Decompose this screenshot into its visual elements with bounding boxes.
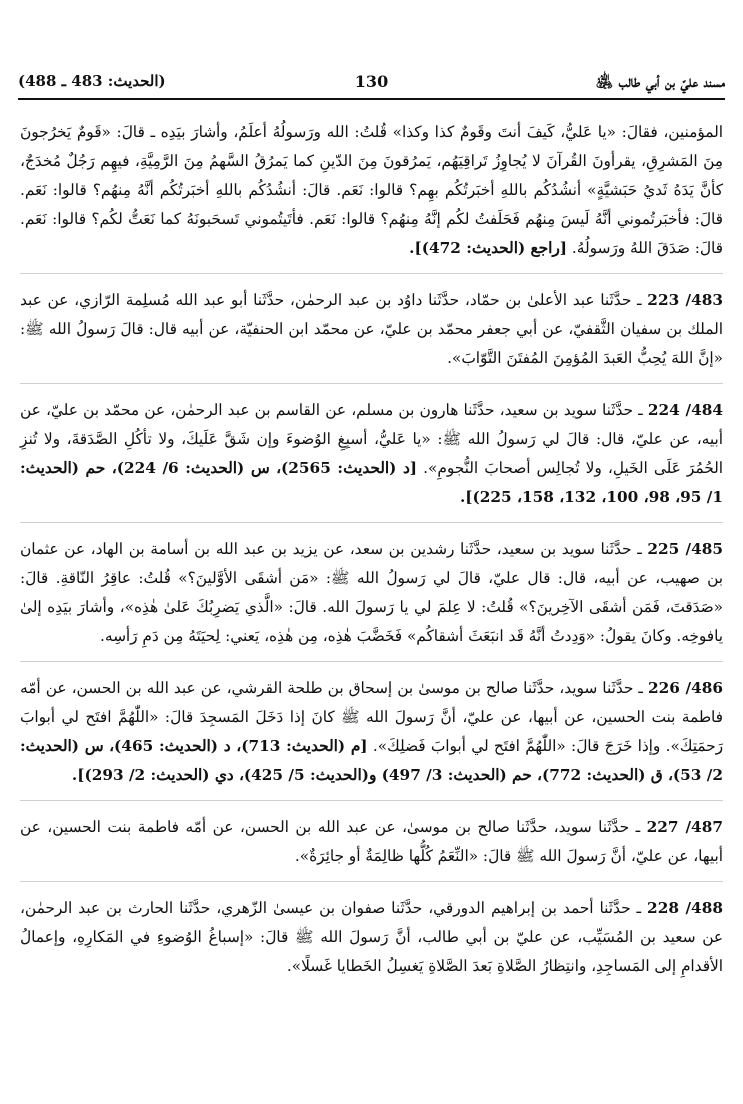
hadith-number: 484/ 224 xyxy=(647,401,723,419)
hadith-number: 483/ 223 xyxy=(647,291,723,309)
hadith-block xyxy=(20,286,723,373)
hadith-range: (الحديث: 483 ـ 488) xyxy=(18,72,166,90)
hadith-reference: [راجع (الحديث: 472)]. xyxy=(409,239,568,257)
separator xyxy=(20,661,723,662)
hadith-text: ـ حدَّثَنا سويد بن سعيد، حدَّثَنا هارون بن مسلم، عن القاسم بن عبد الرحمٰن، عن محمّد بن عليّ، عن أبيه، عن عليّ، قال: قالَ لي رَسولُ الله ﷺ: «يا عَليُّ، أسبِغِ الوُضوءَ وإن شَقَّ عَلَيكَ، ولا تأكُلِ الصَّدَقةَ، ولا تُنزِ الحُمُرَ عَلَى الخَيلِ، ولا تُجالِس أصحابَ النُّجومِ». xyxy=(20,401,723,477)
hadith-number: 485/ 225 xyxy=(647,540,724,558)
hadith-number: 488/ 228 xyxy=(647,899,723,917)
hadith-number: 487/ 227 xyxy=(646,818,723,836)
hadith-block xyxy=(20,813,723,871)
separator xyxy=(20,800,723,801)
hadith-block xyxy=(20,894,723,981)
page-number: 130 xyxy=(354,72,389,91)
hadith-text: ـ حدَّثَنا سويد بن سعيد، حدَّثَنا رشدين بن سعد، عن يزيد بن عبد الله بن أسامة بن الهاد، عن عثمان بن صهيب، عن أبيه، قال: قال عليّ، قالَ لي رَسولُ الله ﷺ: «مَن أشقَى الأوَّلينَ؟» قُلتُ: عاقِرُ النّاقةِ. قالَ: «صَدَقتَ، فَمَن أشقَى الآخِرينَ؟» قُلتُ: لا عِلمَ لي يا رَسولَ الله. قالَ: «الَّذي يَضرِبُكَ عَلىٰ هٰذِه»، وأشارَ بيَدِه إلىٰ يافوخِه. وكانَ يقولُ: «وَدِدتُ أنَّهُ قَد انبَعَثَ أشقاكُم» فَخَضَّبَ هٰذِه، مِن هٰذِه، يَعني: لِحيَتَهُ مِن دَمِ رَأسِه. xyxy=(20,540,723,645)
hadith-text: ـ حدَّثَنا أحمد بن إبراهيم الدورقي، حدَّثَنا صفوان بن عيسىٰ الزّهري، حدَّثَنا الحارث بن عبد الرحمٰن، عن سعيد بن المُسَيِّب، عن عليّ بن أبي طالب، أنَّ رَسولَ الله ﷺ قالَ: «إسباغُ الوُضوءِ في المَكارِهِ، وإعمالُ الأقدامِ إلى المَساجِدِ، وانتِظارُ الصَّلاةِ بَعدَ الصَّلاةِ يَغسِلُ الخَطايا غَسلًا». xyxy=(20,899,723,975)
hadith-reference: [د (الحديث: 2565)، س (الحديث: 6/ 224)، حم (الحديث: 1/ 95، 98، 100، 132، 158، 225)]. xyxy=(20,459,723,506)
page-body xyxy=(20,118,723,981)
hadith-block xyxy=(20,118,723,263)
hadith-text: ـ حدَّثَنا سويد، حدَّثَنا صالح بن موسىٰ، عن عبد الله بن الحسن، عن أمّه فاطمة بنت الحسين، عن أبيها، عن عليّ، أنَّ رَسولَ الله ﷺ قالَ: «النِّعَمُ كُلُّها ظالِمَةٌ أو جائِرَةٌ». xyxy=(20,818,723,865)
separator xyxy=(20,383,723,384)
separator xyxy=(20,522,723,523)
page-header xyxy=(18,66,725,100)
hadith-block xyxy=(20,396,723,512)
hadith-reference: [م (الحديث: 713)، د (الحديث: 465)، س (الحديث: 2/ 53)، ق (الحديث: 772)، حم (الحديث: 3/ 497) و(الحديث: 5/ 425)، دي (الحديث: 2/ 293)]. xyxy=(20,737,723,784)
separator xyxy=(20,273,723,274)
book-title: مسند عليّ بن أبي طالب ﵁ xyxy=(595,72,725,91)
hadith-text: ـ حدَّثَنا سويد، حدَّثَنا صالح بن موسىٰ بن إسحاق بن طلحة القرشي، عن عبد الله بن الحسن، عن أمّه فاطمة بنت الحسين، عن أبيها، عن عليّ، أنَّ رَسولَ الله ﷺ كانَ إذا دَخَلَ المَسجِدَ قالَ: «اللّٰهُمَّ افتَح لي أبوابَ رَحمَتِكَ». وإذا خَرَجَ قالَ: «اللّٰهُمَّ افتَح لي أبوابَ فَضلِكَ». xyxy=(20,679,723,755)
hadith-text: المؤمنين، فقالَ: «يا عَليُّ، كَيفَ أنتَ وقَومٌ كذا وكذا» قُلتُ: الله ورَسولُهُ أعلَمُ، وأشارَ بيَدِه ـ قالَ: «قَومٌ يَخرُجونَ مِنَ المَشرِقِ، يقرأونَ القُرآنَ لا يُجاوِزُ تَراقِيَهُم، يَمرُقونَ مِنَ الدّينِ كما يَمرُقُ السَّهمُ مِنَ الرَّمِيَّةِ، فيهِم رَجُلٌ مُخدَجٌ، كأنَّ يَدَهُ ثَديُ حَبَشيَّةٍ» أنشُدُكُم باللهِ أخبَرتُكُم بهِم؟ قالوا: نَعَم. قالَ: أنشُدُكُم باللهِ أخبَرتُكُم أنَّهُ مِنهُم؟ قالوا: نَعَم. قالَ: فأخبَرتُموني أنَّهُ لَيسَ مِنهُم فَحَلَفتُ لكُم إنَّهُ مِنهُم؟ قالوا: نَعَم. فأتَيتُموني تَسحَبونَهُ كما نَعَتُّ لكُم؟ قالوا: نَعَم. قالَ: صَدَقَ اللهُ ورَسولُهُ. xyxy=(20,123,723,257)
hadith-text: ـ حدَّثَنا عبد الأعلىٰ بن حمّاد، حدَّثَنا داوُد بن عبد الرحمٰن، حدَّثَنا أبو عبد الله مُسلِمة الرّازي، عن عبد الملك بن سفيان الثَّقفيّ، عن أبي جعفر محمّد بن عليّ، عن محمّد ابن الحنفيّة، عن أبيه قال: قالَ رَسولُ الله ﷺ: «إنَّ اللهَ يُحِبُّ العَبدَ المُؤمِنَ المُفتَنَ التَّوّابَ». xyxy=(20,291,723,367)
hadith-block xyxy=(20,674,723,790)
hadith-number: 486/ 226 xyxy=(647,679,723,697)
separator xyxy=(20,881,723,882)
hadith-block xyxy=(20,535,723,651)
